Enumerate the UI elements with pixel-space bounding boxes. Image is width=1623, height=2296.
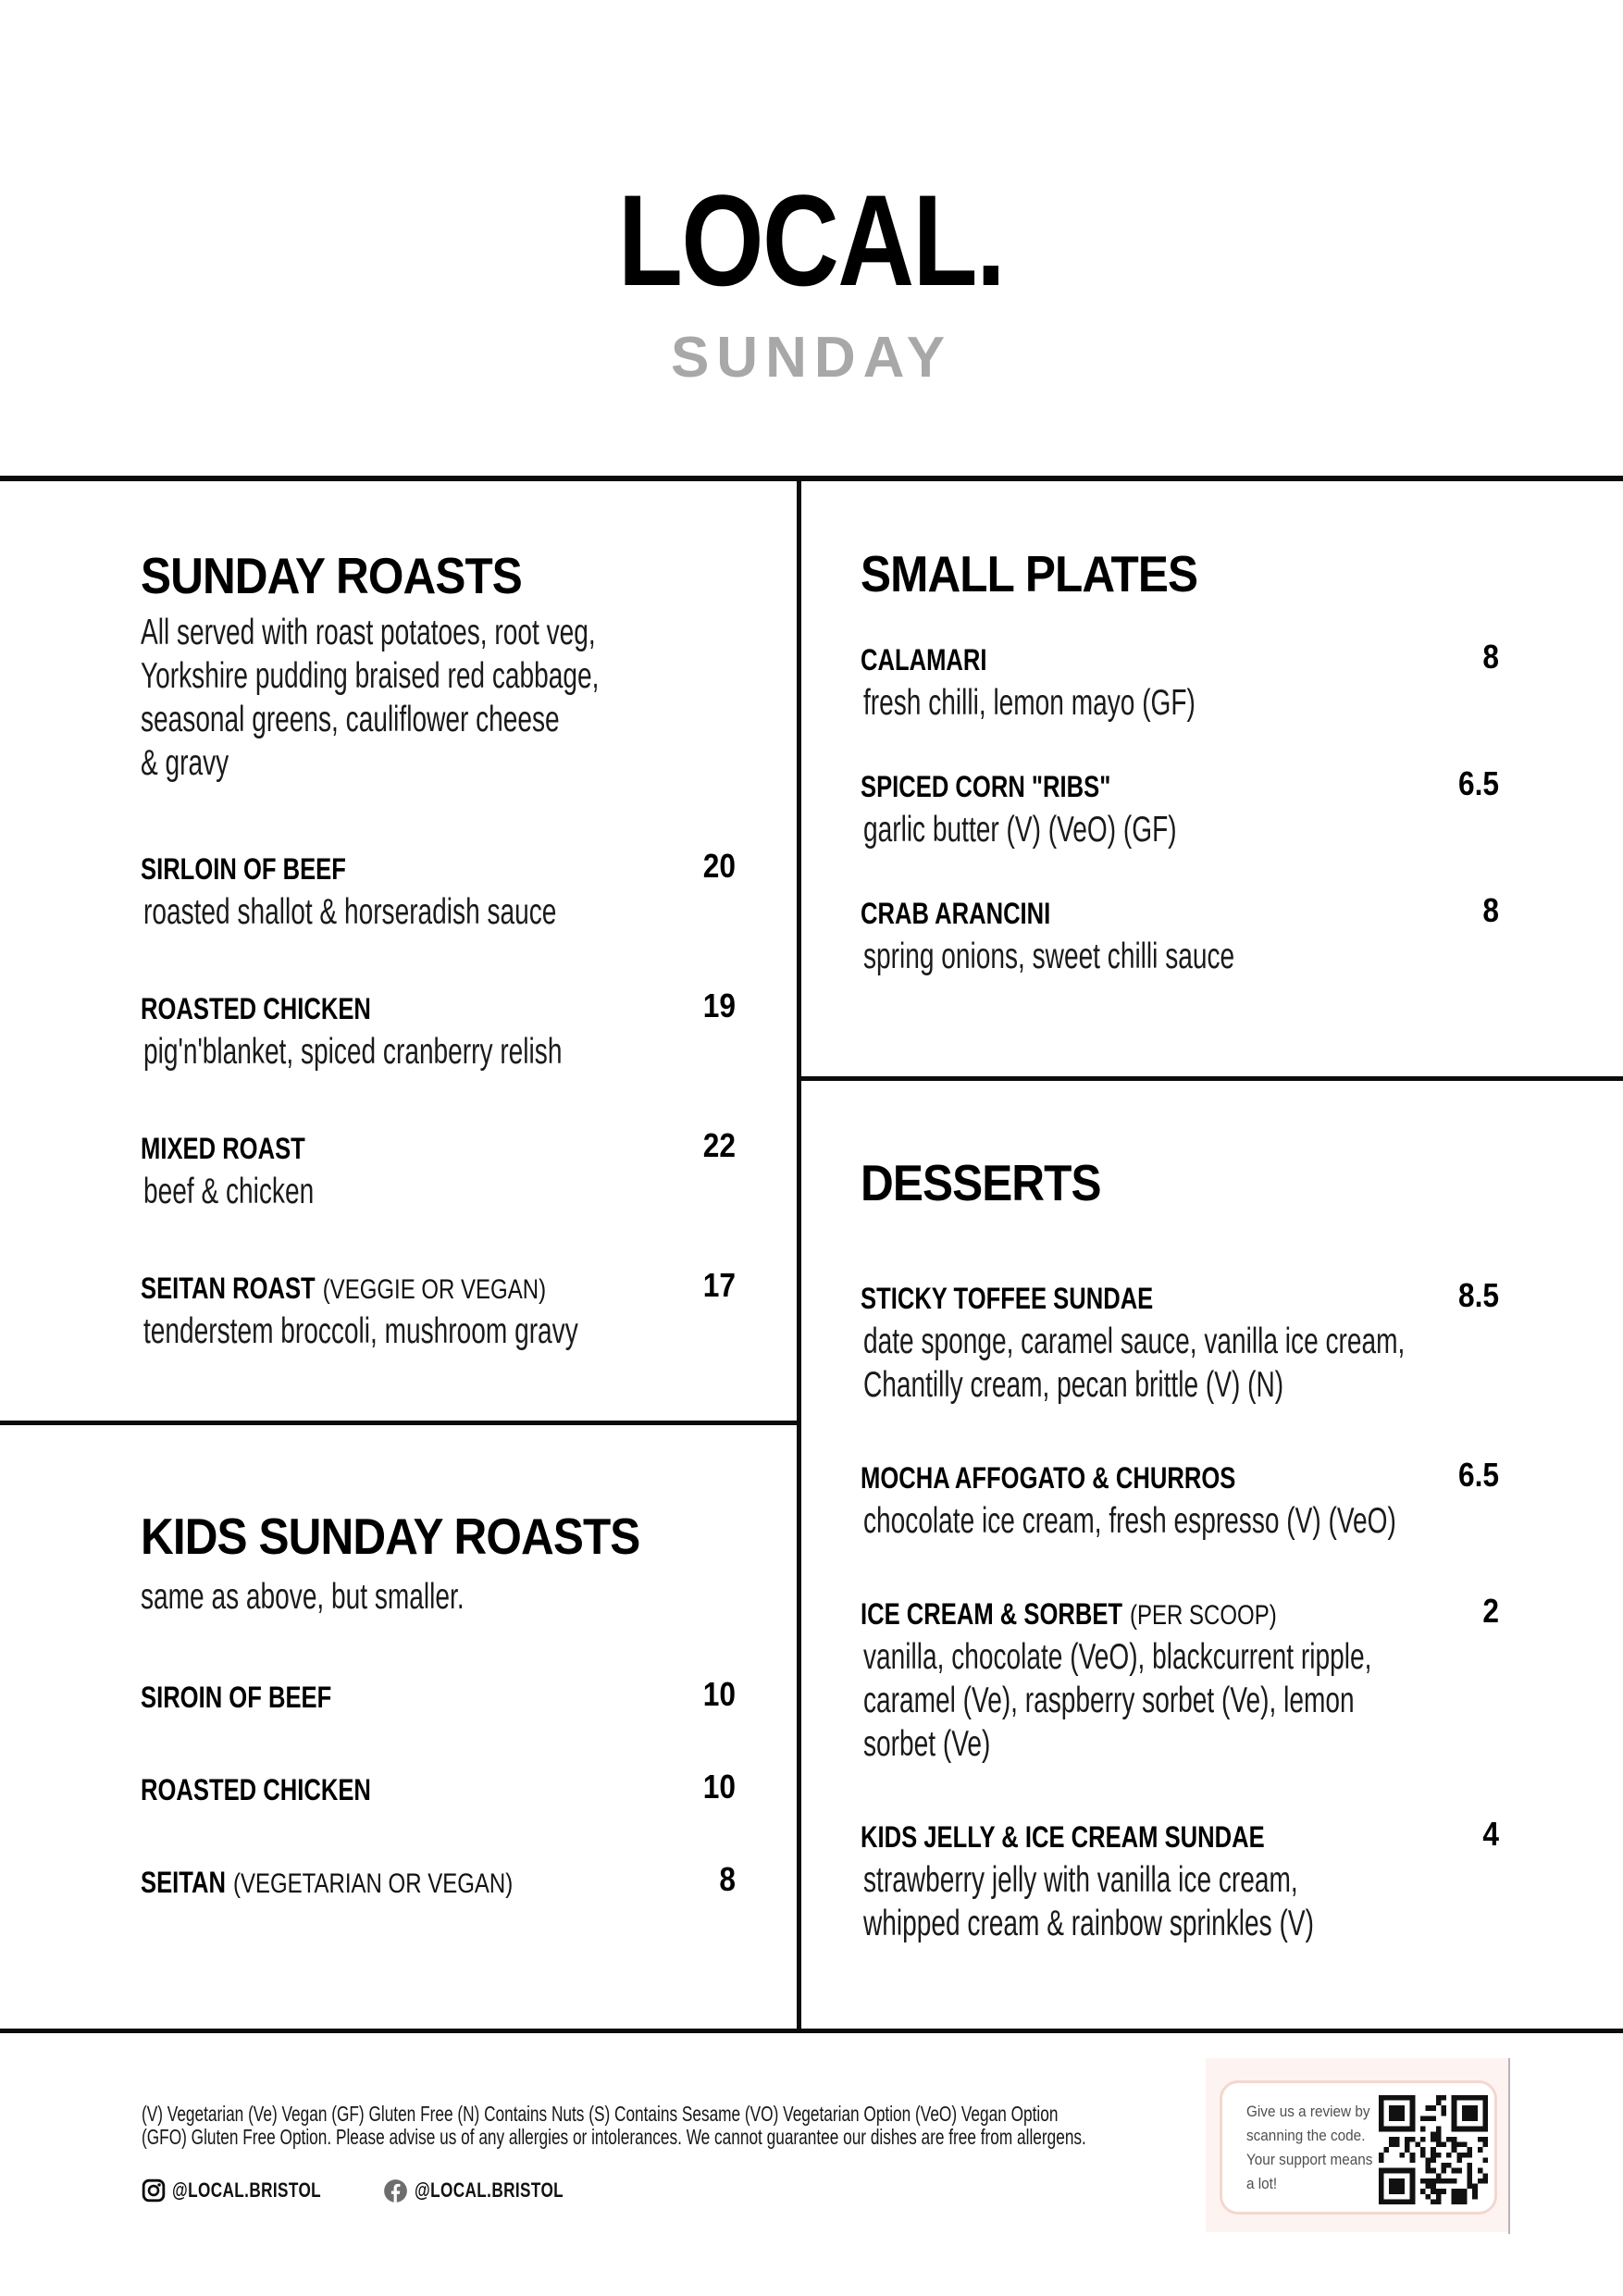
section-intro — [141, 1575, 736, 1619]
menu-item — [861, 1593, 1499, 1766]
section-items — [861, 1277, 1499, 1945]
section-kids-sunday-roasts — [141, 1508, 736, 1954]
item-note: (VEGETARIAN OR VEGAN) — [232, 1868, 514, 1899]
section-intro-line: Yorkshire pudding braised red cabbage, — [141, 656, 600, 696]
item-description-line: pig'n'blanket, spiced cranberry relish — [143, 1032, 563, 1072]
section-intro — [141, 611, 736, 785]
panel-edge-line — [1508, 2058, 1510, 2234]
item-description-line: roasted shallot & horseradish sauce — [143, 892, 557, 932]
brand-title-text: LOCAL. — [618, 168, 1005, 313]
menu-item — [861, 765, 1499, 851]
item-price: 20 — [702, 847, 736, 885]
item-price: 10 — [702, 1768, 736, 1806]
item-name: SEITAN — [141, 1866, 226, 1899]
menu-item — [141, 1676, 736, 1719]
instagram-icon — [142, 2178, 166, 2203]
social-handle: @LOCAL.BRISTOL — [415, 2178, 564, 2202]
section-intro-line: same as above, but smaller. — [141, 1577, 465, 1617]
section-heading-text: DESSERTS — [861, 1154, 1101, 1211]
item-description-line: strawberry jelly with vanilla ice cream, — [863, 1860, 1298, 1900]
item-price: 19 — [702, 987, 736, 1024]
item-description-line: beef & chicken — [143, 1172, 315, 1211]
section-heading-text: SUNDAY ROASTS — [141, 547, 522, 604]
menu-item — [861, 1457, 1499, 1543]
item-price: 17 — [702, 1266, 736, 1304]
menu-item — [861, 639, 1499, 725]
review-text-line: scanning the code. — [1246, 2127, 1366, 2144]
item-price: 8 — [1482, 638, 1499, 676]
item-name: MOCHA AFFOGATO & CHURROS — [861, 1461, 1236, 1495]
section-intro-line: All served with roast potatoes, root veg, — [141, 613, 596, 652]
review-text-line: Give us a review by — [1246, 2103, 1370, 2120]
item-description-line: date sponge, caramel sauce, vanilla ice cream, — [863, 1322, 1406, 1361]
item-name: STICKY TOFFEE SUNDAE — [861, 1282, 1154, 1315]
item-description-line: Chantilly cream, pecan brittle (V) (N) — [863, 1365, 1284, 1405]
item-description-line: sorbet (Ve) — [863, 1724, 991, 1764]
item-description-line: tenderstem broccoli, mushroom gravy — [143, 1311, 578, 1351]
review-text-line: Your support means — [1246, 2151, 1373, 2168]
item-description-line: vanilla, chocolate (VeO), blackcurrent ripple, — [863, 1637, 1372, 1677]
section-small-plates — [861, 546, 1499, 1019]
section-intro-line: seasonal greens, cauliflower cheese — [141, 700, 560, 739]
item-name: SIROIN OF BEEF — [141, 1681, 332, 1714]
allergen-line: (V) Vegetarian (Ve) Vegan (GF) Gluten Free (N) Contains Nuts (S) Contains Sesame (VO) Vegetarian Option (VeO) Vegan Option — [142, 2102, 1059, 2126]
brand-subtitle: SUNDAY — [670, 326, 953, 390]
menu-item — [861, 1277, 1499, 1407]
section-items — [861, 639, 1499, 978]
item-description-line: fresh chilli, lemon mayo (GF) — [863, 683, 1196, 723]
menu-item — [141, 1861, 736, 1904]
menu-item — [141, 848, 736, 934]
item-description-line: spring onions, sweet chilli sauce — [863, 937, 1235, 976]
item-name: KIDS JELLY & ICE CREAM SUNDAE — [861, 1820, 1265, 1854]
facebook-icon — [383, 2178, 408, 2203]
item-name: CRAB ARANCINI — [861, 897, 1051, 930]
menu-item — [141, 1127, 736, 1213]
section-heading — [861, 546, 1499, 602]
review-text — [1246, 2100, 1387, 2196]
social-handle: @LOCAL.BRISTOL — [172, 2178, 322, 2202]
left-section-divider — [0, 1421, 797, 1425]
item-price: 8.5 — [1457, 1276, 1499, 1314]
menu-item — [861, 1816, 1499, 1945]
item-name: ROASTED CHICKEN — [141, 992, 371, 1025]
item-price: 4 — [1482, 1815, 1499, 1853]
menu-item — [861, 892, 1499, 978]
section-heading — [141, 548, 736, 603]
bottom-divider — [0, 2029, 1623, 2033]
item-name: ICE CREAM & SORBET — [861, 1597, 1123, 1631]
item-name: MIXED ROAST — [141, 1132, 305, 1165]
section-heading-text: KIDS SUNDAY ROASTS — [141, 1508, 640, 1565]
item-price: 8 — [719, 1860, 736, 1898]
menu-item — [141, 1267, 736, 1353]
review-text-line: a lot! — [1246, 2175, 1278, 2192]
section-heading — [861, 1155, 1499, 1210]
review-card — [1220, 2080, 1497, 2215]
social-row — [142, 2175, 626, 2206]
item-description-line: caramel (Ve), raspberry sorbet (Ve), lemon — [863, 1681, 1355, 1720]
item-description-line: garlic butter (V) (VeO) (GF) — [863, 810, 1177, 850]
qr-code — [1379, 2095, 1488, 2204]
column-divider — [797, 476, 801, 2033]
allergen-line: (GFO) Gluten Free Option. Please advise us of any allergies or intolerances. We cannot guarantee our dishes are free from allergens. — [142, 2125, 1086, 2149]
menu-item — [141, 1769, 736, 1811]
item-price: 6.5 — [1457, 764, 1499, 802]
menu-item — [141, 987, 736, 1074]
item-name: SPICED CORN "RIBS" — [861, 770, 1111, 803]
item-name: SEITAN ROAST — [141, 1272, 316, 1305]
section-heading — [141, 1508, 736, 1564]
item-description-line: chocolate ice cream, fresh espresso (V) (VeO) — [863, 1501, 1396, 1541]
right-section-divider — [797, 1076, 1623, 1081]
section-desserts — [861, 1155, 1499, 1995]
item-note: (VEGGIE OR VEGAN) — [322, 1274, 547, 1305]
top-divider — [0, 476, 1623, 481]
item-price: 2 — [1482, 1592, 1499, 1630]
item-description-line: whipped cream & rainbow sprinkles (V) — [863, 1904, 1314, 1943]
item-price: 8 — [1482, 891, 1499, 929]
facebook-group — [383, 2178, 605, 2203]
item-price: 10 — [702, 1675, 736, 1713]
item-price: 22 — [702, 1126, 736, 1164]
section-items — [141, 1676, 736, 1904]
instagram-group — [142, 2178, 363, 2203]
item-name: ROASTED CHICKEN — [141, 1773, 371, 1806]
item-note: (PER SCOOP) — [1130, 1600, 1277, 1631]
section-items — [141, 848, 736, 1353]
section-intro-line: & gravy — [141, 743, 229, 783]
section-heading-text: SMALL PLATES — [861, 545, 1198, 602]
brand-title — [0, 168, 1623, 313]
section-sunday-roasts — [141, 548, 736, 1407]
item-price: 6.5 — [1457, 1456, 1499, 1494]
item-name: SIRLOIN OF BEEF — [141, 852, 346, 886]
item-name: CALAMARI — [861, 643, 987, 676]
